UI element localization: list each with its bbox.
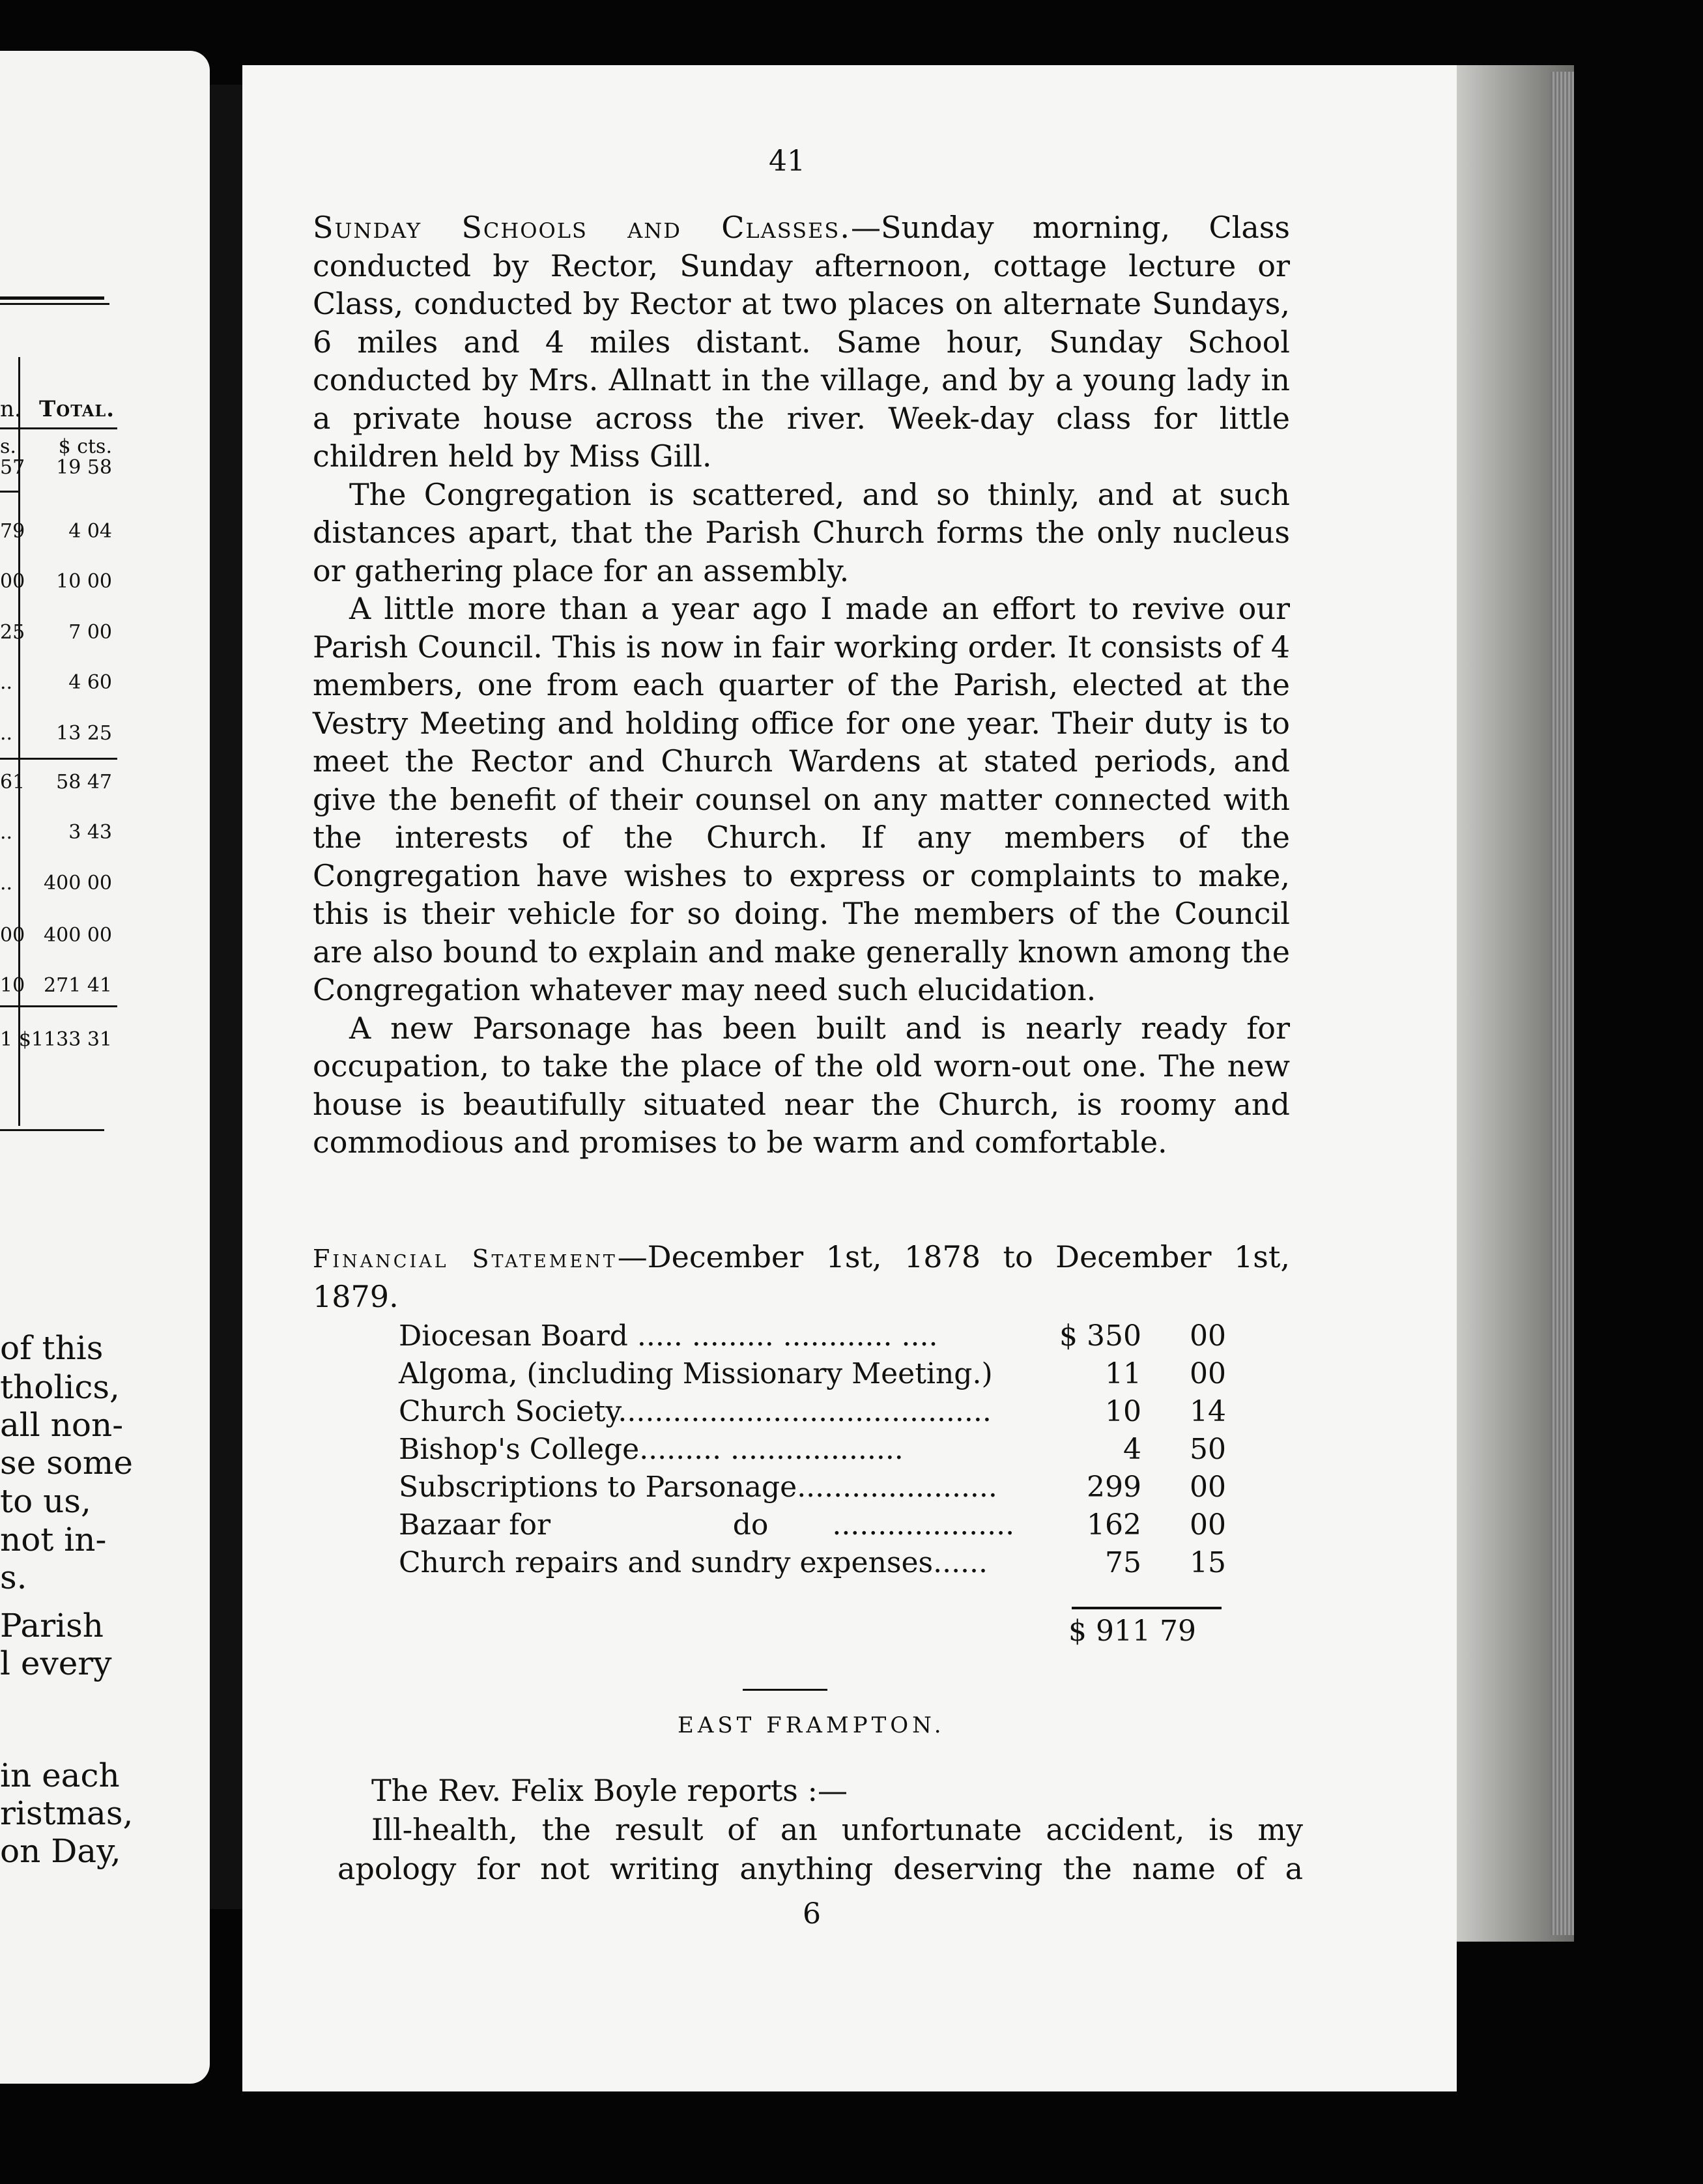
financial-total: $ 911 79 <box>1068 1615 1196 1648</box>
left-text-line: ristmas, <box>0 1794 134 1832</box>
left-facing-page <box>0 51 210 2084</box>
left-text-line: tholics, <box>0 1368 120 1406</box>
left-row-rule <box>0 1005 117 1007</box>
row-cents: 15 <box>1190 1546 1226 1579</box>
left-table-top-rule <box>0 296 104 300</box>
paragraph: The Congregation is scattered, and so thinly, and at such distances apart, that the Parish Church forms the only nucleus or gathering place for an assembly. <box>313 476 1290 588</box>
left-table-cell: 4 04 <box>68 520 112 543</box>
row-label: Bishop's College......... ................... <box>399 1433 904 1466</box>
east-frampton-report <box>337 1771 1303 1888</box>
left-text-line: all non- <box>0 1406 124 1444</box>
page-edge-texture <box>1551 72 1574 1935</box>
left-table-cell: 3 43 <box>68 821 112 844</box>
page-number: 41 <box>769 145 805 178</box>
left-table-cell: 00 <box>0 924 25 947</box>
left-text-line: on Day, <box>0 1832 121 1870</box>
row-label: Church Society......................................... <box>399 1395 992 1428</box>
row-dollars: 4 <box>1123 1433 1141 1466</box>
left-text-line: of this <box>0 1329 104 1367</box>
left-table-cell: 400 00 <box>44 872 112 895</box>
left-table-cell: 58 47 <box>56 771 112 794</box>
left-table-cell: .. <box>0 821 13 844</box>
left-table-cell: 25 <box>0 621 25 644</box>
left-table-cell: 1 <box>0 1028 13 1051</box>
signature-mark: 6 <box>803 1897 821 1931</box>
left-header-mark: n. <box>0 396 21 422</box>
left-table-bottom-rule <box>0 1129 104 1131</box>
left-table-cell: 61 <box>0 771 25 794</box>
sunday-schools-paragraph <box>313 208 1290 476</box>
row-label: Bazaar for do .................... <box>399 1508 1015 1542</box>
table-row <box>399 1395 1226 1433</box>
left-text-line: to us, <box>0 1482 91 1520</box>
row-label: Subscriptions to Parsonage...................... <box>399 1471 997 1504</box>
left-table-cell: 7 00 <box>68 621 112 644</box>
row-cents: 00 <box>1190 1357 1226 1390</box>
row-dollars: 10 <box>1105 1395 1141 1428</box>
row-label: Church repairs and sundry expenses...... <box>399 1546 988 1579</box>
left-text-line: not in- <box>0 1521 107 1559</box>
left-table-cell: .. <box>0 722 13 745</box>
left-row-rule <box>0 491 20 493</box>
table-row <box>399 1433 1226 1471</box>
left-text-line: Parish <box>0 1607 104 1645</box>
table-row <box>399 1508 1226 1546</box>
section-heading: Sunday Schools and Classes. <box>313 210 851 245</box>
row-cents: 00 <box>1190 1319 1226 1353</box>
left-total-header: Total. <box>39 396 115 422</box>
left-text-line: se some <box>0 1444 133 1482</box>
left-table-cell: 10 <box>0 974 25 997</box>
left-table-cell: $ cts. <box>58 435 112 458</box>
left-table-cell: 79 <box>0 520 25 543</box>
left-row-rule <box>0 758 117 760</box>
reporter-line: The Rev. Felix Boyle reports :— <box>371 1773 848 1808</box>
table-row <box>399 1471 1226 1508</box>
report-line: apology for not writing anything deserving the name of a <box>337 1851 1303 1886</box>
row-cents: 14 <box>1190 1395 1226 1428</box>
section-separator <box>743 1689 827 1691</box>
row-cents: 00 <box>1190 1471 1226 1504</box>
left-text-line: s. <box>0 1559 27 1596</box>
table-row <box>399 1546 1226 1584</box>
table-row <box>399 1357 1226 1395</box>
left-table-header-rule <box>0 427 117 429</box>
left-table-cell: 271 41 <box>44 974 112 997</box>
left-table-cell: 57 <box>0 456 25 479</box>
left-text-line: l every <box>0 1645 112 1682</box>
left-table-cell: 4 60 <box>68 671 112 694</box>
row-label: Algoma, (including Missionary Meeting.) <box>399 1357 993 1390</box>
left-table-cell: 10 00 <box>56 570 112 593</box>
section-text: —Sunday morning, Class conducted by Rector, Sunday afternoon, cottage lecture or Class, conducted by Rector at two places on alternate Sundays, 6 miles and 4 miles distant. Same hour, Sunday School conducted by Mrs. Allnatt in the village, and by a young lady in a private house across the river. Week-day class for little children held by Miss Gill. <box>313 210 1291 474</box>
row-cents: 50 <box>1190 1433 1226 1466</box>
row-dollars: 11 <box>1105 1357 1141 1390</box>
total-rule <box>1072 1607 1222 1609</box>
left-table-cell: .. <box>0 671 13 694</box>
paragraph: A little more than a year ago I made an effort to revive our Parish Council. This is now in fair working order. It consists of 4 members, one from each quarter of the Parish, elected at the Vestry Meeting and holding office for one year. Their duty is to meet the Rector and Church Wardens at stated periods, and give the benefit of their counsel on any matter connected with the interests of the Church. If any members of the Congregation have wishes to express or complaints to make, this is their vehicle for so doing. The members of the Council are also bound to explain and make generally known among the Congregation whatever may need such elucidation. <box>313 591 1290 1007</box>
book-gutter <box>210 85 242 1909</box>
row-dollars: 162 <box>1087 1508 1141 1542</box>
left-table-cell: 400 00 <box>44 924 112 947</box>
financial-heading <box>313 1238 1290 1315</box>
left-table-cell: .. <box>0 872 13 895</box>
left-table-cell: 13 25 <box>56 722 112 745</box>
row-cents: 00 <box>1190 1508 1226 1542</box>
row-dollars: 75 <box>1105 1546 1141 1579</box>
left-table-top-rule-2 <box>0 303 109 305</box>
body-text <box>313 208 1290 1162</box>
left-table-cell: s. <box>0 435 16 458</box>
report-line: Ill-health, the result of an unfortunate accident, is my <box>371 1812 1303 1847</box>
paragraph: A new Parsonage has been built and is nearly ready for occupation, to take the place of the old worn-out one. The new house is beautifully situated near the Church, is roomy and commodious and promises to be warm and comfortable. <box>313 1010 1290 1160</box>
row-dollars: 299 <box>1087 1471 1141 1504</box>
table-row <box>399 1319 1226 1357</box>
east-frampton-heading: EAST FRAMPTON. <box>678 1712 945 1738</box>
left-table-cell: $1133 31 <box>18 1028 112 1051</box>
left-text-line: in each <box>0 1757 120 1794</box>
financial-table <box>399 1319 1226 1584</box>
row-label: Diocesan Board ..... ......... ............ .... <box>399 1319 938 1353</box>
row-dollars: $ 350 <box>1059 1319 1141 1353</box>
left-table-cell: 00 <box>0 570 25 593</box>
financial-heading-caps: Financial Statement <box>313 1244 618 1273</box>
left-table-cell: 19 58 <box>56 456 112 479</box>
financial-period: —December 1st, 1878 to December 1st, 1879. <box>313 1239 1290 1314</box>
